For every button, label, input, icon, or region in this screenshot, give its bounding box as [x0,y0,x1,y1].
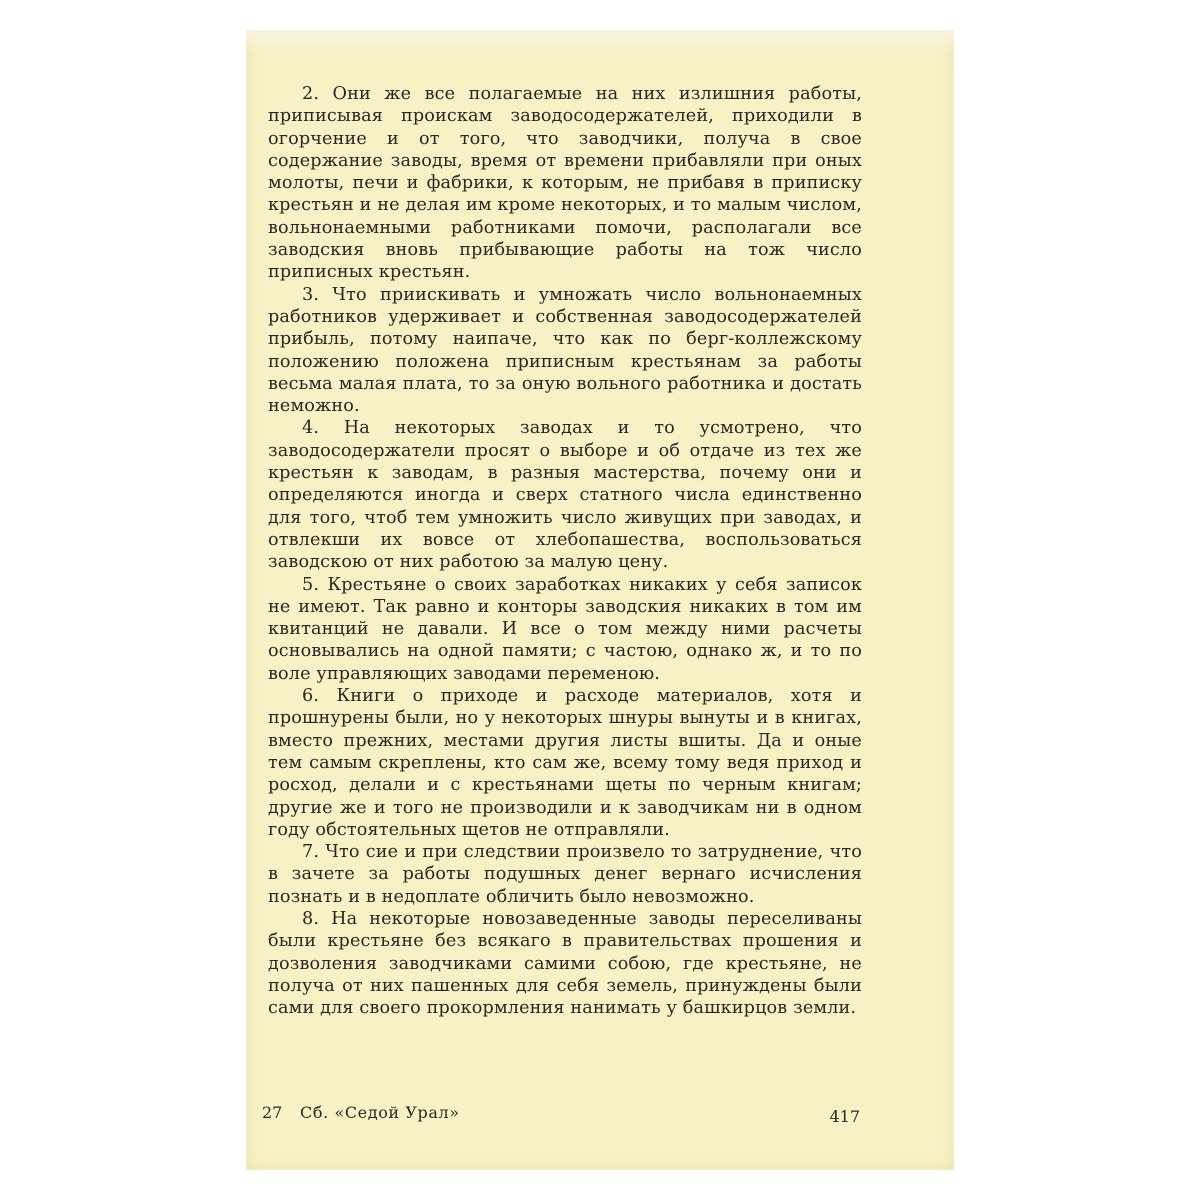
paragraph-2: 2. Они же все полагаемые на них излишния работы, приписывая проискам заводосодержателей, приходили в огорчение и от того, что заводчики, получа в свое содержание заводы, время от времени прибавляли при оных молоты, печи и фабрики, к которым, не прибавя в приписку крестьян и не делая им кроме некоторых, и то малым числом, вольнонаемными работниками помочи, располагали все заводския вновь прибывающие работы на тож число приписных крестьян. [268,84,862,283]
page-footer [262,1103,860,1127]
paragraph-8: 8. На некоторые новозаведенные заводы переселиваны были крестьяне без всякаго в правительствах прошения и дозволения заводчиками самими собою, где крестьяне, не получа от них пашенных для себя земель, принуждены были сами для своего прокормления нанимать у башкирцов земли. [268,908,862,1019]
paragraph-6: 6. Книги о приходе и расходе материалов, хотя и прошнурены были, но у некоторых шнуры вынуты и в книгах, вместо прежних, местами другия листы вшиты. Да и оные тем самым скреплены, кто сам же, всему тому ведя приход и росход, делали и с крестьянами щеты по черным книгам; другие же и того не производили и к заводчикам ни в одном году обстоятельных щетов не отправляли. [268,686,862,840]
paragraph-4: 4. На некоторых заводах и то усмотрено, что заводосодержатели просят о выборе и об отдаче из тех же крестьян к заводам, в разныя мастерства, почему они и определяются иногда и сверх статного числа единственно для того, чтоб тем умножить число живущих при заводах, и отвлекши их вовсе от хлебопашества, воспользоваться заводскою от них работою за малую цену. [268,418,862,573]
paragraph-7: 7. Что сие и при следствии произвело то затруднение, что в зачете за работы подушных денег вернаго исчисления познать и в недоплате обличить было невозможно. [268,842,862,907]
page-top-edge [246,30,954,54]
page-body-text [268,83,862,1019]
page-number: 417 [829,1107,860,1126]
paragraph-3: 3. Что приискивать и умножать число вольнонаемных работников удерживает и собственная заводосодержателей прибыль, потому наипаче, что как по берг-коллежскому положению положена приписным крестьянам за работы весьма малая плата, то за оную вольного работника и достать неможно. [268,284,862,417]
collection-title: Сб. «Седой Урал» [300,1103,460,1122]
signature-number: 27 [262,1103,283,1122]
paragraph-5: 5. Крестьяне о своих заработках никаких у себя записок не имеют. Так равно и конторы заводския никаких в том им квитанций не давали. И все о том между ними расчеты основывались на одной памяти; с частою, однако ж, и то по воле управляющих заводами переменою. [268,574,862,684]
